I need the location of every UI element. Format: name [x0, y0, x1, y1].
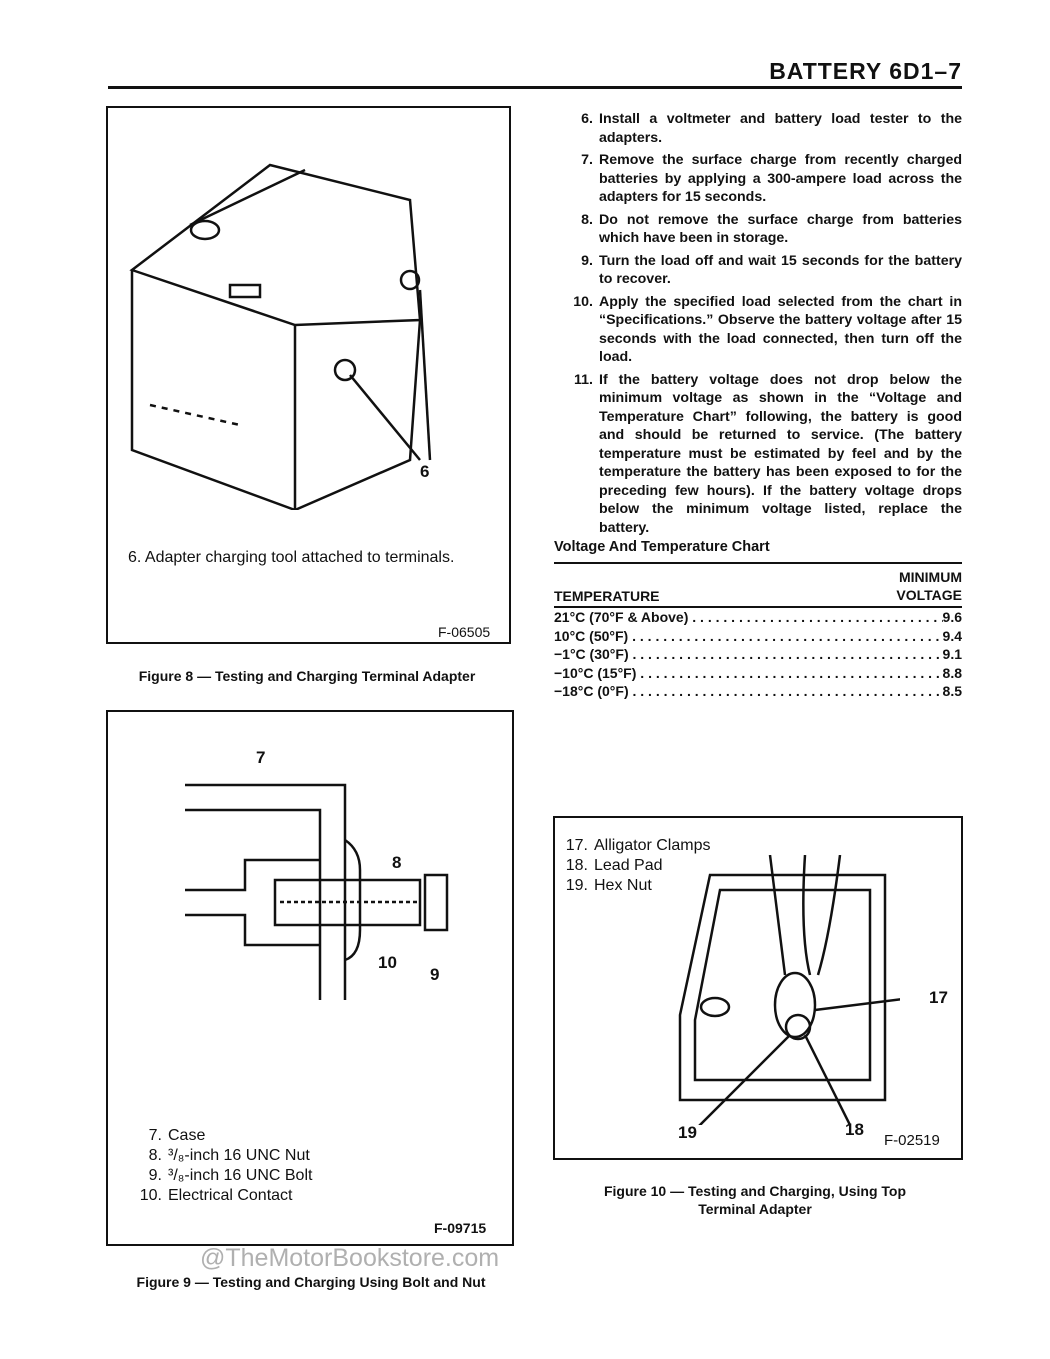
- figure-8-legend: 6. Adapter charging tool attached to terminals.: [128, 549, 455, 566]
- legend-text: Alligator Clamps: [594, 837, 711, 854]
- figure-9-callout-7: 7: [256, 748, 266, 767]
- voltage-cell: 9.4: [942, 627, 962, 644]
- table-header: [554, 564, 962, 608]
- temp-cell: −10°C (15°F) . . .: [554, 664, 943, 683]
- table-row: [554, 627, 962, 646]
- col-temperature: TEMPERATURE: [554, 588, 660, 604]
- figure-9-callout-10: 10: [378, 953, 397, 972]
- voltage-cell: 8.8: [942, 664, 962, 681]
- voltage-temperature-table: [554, 562, 962, 701]
- step-text: Install a voltmeter and battery load tester to the adapters.: [599, 111, 962, 146]
- legend-item: [134, 1146, 312, 1166]
- step-number: 11.: [574, 371, 593, 388]
- legend-item: [134, 1166, 312, 1186]
- step-item: [556, 371, 962, 538]
- voltage-cell: 8.5: [942, 683, 962, 699]
- figure-9-callout-8: 8: [392, 853, 402, 872]
- col-voltage-line2: VOLTAGE: [896, 587, 962, 603]
- figure-8-id: F-06505: [438, 624, 491, 640]
- voltage-cell: 9.6: [942, 609, 962, 625]
- legend-num: 18.: [565, 857, 588, 874]
- legend-item: [134, 1186, 312, 1206]
- legend-item: [134, 1126, 312, 1146]
- step-item: [556, 252, 962, 289]
- figure-10-caption: Figure 10 — Testing and Charging, Using Top Terminal Adapter: [603, 1183, 907, 1217]
- legend-num: 8.: [148, 1147, 162, 1164]
- legend-item: [560, 856, 710, 876]
- watermark: @TheMotorBookstore.com: [200, 1244, 500, 1272]
- figure-10-legend: [560, 836, 710, 896]
- step-item: [556, 151, 962, 207]
- figure-10-callout-18: 18: [845, 1120, 864, 1139]
- procedure-steps: [556, 110, 962, 541]
- step-item: [556, 211, 962, 248]
- table-row: [554, 645, 962, 664]
- temp-cell: 21°C (70°F & Above) . . .: [554, 608, 943, 627]
- legend-item: [560, 876, 710, 896]
- step-number: 8.: [581, 211, 593, 228]
- step-text: Do not remove the surface charge from batteries which have been in storage.: [599, 211, 962, 246]
- bolt-nut-illustration: [180, 770, 460, 1010]
- legend-text: Case: [168, 1127, 206, 1144]
- page-header: BATTERY 6D1–7: [769, 58, 962, 84]
- legend-text: ³/₈-inch 16 UNC Bolt: [168, 1167, 313, 1184]
- step-text: Remove the surface charge from recently charged batteries by applying a 300-ampere load across the adapters for 15 seconds.: [599, 152, 962, 205]
- table-row: [554, 664, 962, 683]
- figure-9-legend: [134, 1126, 312, 1206]
- header-rule: [108, 86, 962, 89]
- battery-adapter-illustration: [120, 150, 450, 510]
- col-voltage-line1: MINIMUM: [899, 569, 962, 585]
- legend-num: 17.: [565, 837, 588, 854]
- step-number: 7.: [581, 152, 593, 168]
- temp-cell: 10°C (50°F) . . .: [554, 627, 943, 646]
- step-number: 10.: [573, 293, 593, 310]
- figure-9-caption: Figure 9 — Testing and Charging Using Bolt and Nut: [136, 1274, 486, 1290]
- voltage-cell: 9.1: [942, 646, 962, 662]
- legend-num: 9.: [148, 1167, 162, 1184]
- temp-cell: −1°C (30°F) . . .: [554, 645, 943, 664]
- legend-text: ³/₈-inch 16 UNC Nut: [168, 1147, 310, 1164]
- step-number: 9.: [581, 252, 593, 269]
- legend-text: Electrical Contact: [168, 1187, 293, 1204]
- legend-item: [560, 836, 710, 856]
- temp-cell: −18°C (0°F) . . .: [554, 682, 943, 701]
- step-text: If the battery voltage does not drop below the minimum voltage as shown in the “Voltage and Temperature Chart” following, the battery is good and should be returned to service. (The battery temperature must be estimated by feel and by the temperature the battery has been exposed to for the preceding few hours). If the battery voltage drops below the minimum voltage listed, replace the battery.: [599, 371, 962, 536]
- step-item: [556, 110, 962, 147]
- figure-8-caption: Figure 8 — Testing and Charging Terminal Adapter: [138, 668, 476, 684]
- figure-10-id: F-02519: [884, 1132, 940, 1149]
- legend-num: 19.: [565, 877, 588, 894]
- legend-num: 10.: [139, 1187, 162, 1204]
- step-number: 6.: [581, 111, 593, 127]
- step-text: Apply the specified load selected from the chart in “Specifications.” Observe the battery voltage after 15 seconds with the load connected, then turn off the load.: [599, 293, 962, 365]
- figure-10-callout-17: 17: [929, 988, 948, 1007]
- legend-text: Lead Pad: [594, 857, 663, 874]
- legend-num: 7.: [148, 1127, 162, 1144]
- step-item: [556, 293, 962, 367]
- step-text: Turn the load off and wait 15 seconds for the battery to recover.: [599, 252, 962, 287]
- legend-text: Hex Nut: [594, 877, 652, 894]
- figure-8-callout: 6: [420, 462, 430, 481]
- chart-title: Voltage And Temperature Chart: [554, 539, 770, 555]
- figure-9-callout-9: 9: [430, 965, 440, 984]
- table-row: [554, 608, 962, 627]
- figure-10-callout-19: 19: [678, 1123, 697, 1142]
- table-row: [554, 682, 962, 701]
- figure-9-id: F-09715: [434, 1220, 487, 1236]
